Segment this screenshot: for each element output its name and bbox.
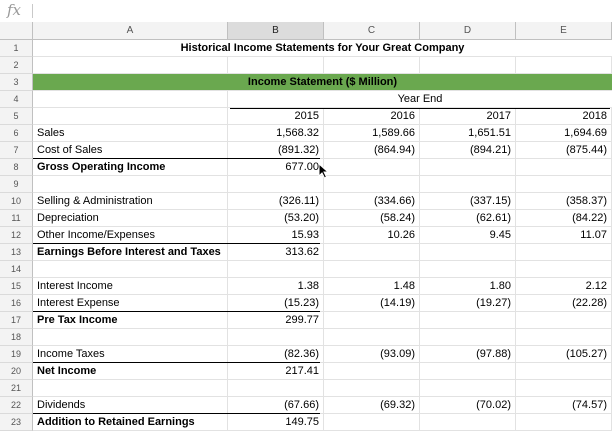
value-depreciation-2016[interactable]: (58.24): [324, 210, 420, 227]
year-2017[interactable]: 2017: [420, 108, 516, 125]
row-header-15[interactable]: 15: [0, 278, 33, 295]
value-earnings-before-interest-and-taxes-2016[interactable]: [324, 244, 420, 261]
label-interest-expense[interactable]: Interest Expense: [33, 295, 228, 312]
empty-cell-a18[interactable]: [33, 329, 228, 346]
empty-cell-c21[interactable]: [324, 380, 420, 397]
label-net-income[interactable]: Net Income: [33, 363, 228, 380]
empty-cell-a9[interactable]: [33, 176, 228, 193]
formula-bar: [0, 0, 600, 23]
value-dividends-2016[interactable]: (69.32): [324, 397, 420, 414]
row-header-2[interactable]: 2: [0, 57, 33, 74]
value-earnings-before-interest-and-taxes-2015[interactable]: 313.62: [228, 244, 324, 261]
value-interest-income-2018[interactable]: 2.12: [516, 278, 612, 295]
row-header-8[interactable]: 8: [0, 159, 33, 176]
empty-cell-a4[interactable]: [33, 91, 228, 108]
label-dividends[interactable]: Dividends: [33, 397, 228, 414]
value-sales-2017[interactable]: 1,651.51: [420, 125, 516, 142]
value-selling-administration-2017[interactable]: (337.15): [420, 193, 516, 210]
value-depreciation-2018[interactable]: (84.22): [516, 210, 612, 227]
value-dividends-2018[interactable]: (74.57): [516, 397, 612, 414]
value-income-taxes-2018[interactable]: (105.27): [516, 346, 612, 363]
value-other-income-expenses-2016[interactable]: 10.26: [324, 227, 420, 244]
value-pre-tax-income-2018[interactable]: [516, 312, 612, 329]
value-earnings-before-interest-and-taxes-2017[interactable]: [420, 244, 516, 261]
column-header-e[interactable]: E: [516, 22, 612, 40]
mouse-pointer-icon: [318, 163, 330, 179]
value-dividends-2017[interactable]: (70.02): [420, 397, 516, 414]
label-selling-administration[interactable]: Selling & Administration: [33, 193, 228, 210]
empty-cell-d14[interactable]: [420, 261, 516, 278]
empty-cell-a5[interactable]: [33, 108, 228, 125]
row-header-12[interactable]: 12: [0, 227, 33, 244]
value-earnings-before-interest-and-taxes-2018[interactable]: [516, 244, 612, 261]
formula-input[interactable]: [40, 2, 584, 21]
row-header-5[interactable]: 5: [0, 108, 33, 125]
value-cost-of-sales-2016[interactable]: (864.94): [324, 142, 420, 159]
row-header-21[interactable]: 21: [0, 380, 33, 397]
value-income-taxes-2015[interactable]: (82.36): [228, 346, 324, 363]
income-statement-header[interactable]: Income Statement ($ Million): [33, 74, 612, 91]
empty-cell-d9[interactable]: [420, 176, 516, 193]
label-earnings-before-interest-and-taxes[interactable]: Earnings Before Interest and Taxes: [33, 244, 228, 261]
value-selling-administration-2015[interactable]: (326.11): [228, 193, 324, 210]
label-income-taxes[interactable]: Income Taxes: [33, 346, 228, 363]
empty-cell-c2[interactable]: [324, 57, 420, 74]
row-header-6[interactable]: 6: [0, 125, 33, 142]
value-gross-operating-income-2017[interactable]: [420, 159, 516, 176]
empty-cell-d21[interactable]: [420, 380, 516, 397]
value-sales-2015[interactable]: 1,568.32: [228, 125, 324, 142]
label-addition-to-retained-earnings[interactable]: Addition to Retained Earnings: [33, 414, 228, 431]
value-gross-operating-income-2015[interactable]: 677.00: [228, 159, 324, 176]
row-header-1[interactable]: 1: [0, 40, 33, 57]
value-gross-operating-income-2018[interactable]: [516, 159, 612, 176]
value-sales-2016[interactable]: 1,589.66: [324, 125, 420, 142]
row-header-16[interactable]: 16: [0, 295, 33, 312]
empty-cell-d2[interactable]: [420, 57, 516, 74]
year-2016[interactable]: 2016: [324, 108, 420, 125]
value-pre-tax-income-2016[interactable]: [324, 312, 420, 329]
select-all-corner[interactable]: [0, 22, 33, 40]
value-gross-operating-income-2016[interactable]: [324, 159, 420, 176]
value-addition-to-retained-earnings-2018[interactable]: [516, 414, 612, 431]
row-header-18[interactable]: 18: [0, 329, 33, 346]
row-header-20[interactable]: 20: [0, 363, 33, 380]
label-sales[interactable]: Sales: [33, 125, 228, 142]
value-pre-tax-income-2015[interactable]: 299.77: [228, 312, 324, 329]
row-header-22[interactable]: 22: [0, 397, 33, 414]
row-header-14[interactable]: 14: [0, 261, 33, 278]
empty-cell-a14[interactable]: [33, 261, 228, 278]
column-header-d[interactable]: D: [420, 22, 516, 40]
value-interest-expense-2017[interactable]: (19.27): [420, 295, 516, 312]
value-interest-income-2016[interactable]: 1.48: [324, 278, 420, 295]
value-other-income-expenses-2017[interactable]: 9.45: [420, 227, 516, 244]
value-addition-to-retained-earnings-2015[interactable]: 149.75: [228, 414, 324, 431]
empty-cell-d18[interactable]: [420, 329, 516, 346]
sheet-title[interactable]: Historical Income Statements for Your Great Company: [33, 40, 612, 57]
value-net-income-2018[interactable]: [516, 363, 612, 380]
label-gross-operating-income[interactable]: Gross Operating Income: [33, 159, 228, 176]
column-header-c[interactable]: C: [324, 22, 420, 40]
row-header-17[interactable]: 17: [0, 312, 33, 329]
row-header-10[interactable]: 10: [0, 193, 33, 210]
row-header-11[interactable]: 11: [0, 210, 33, 227]
value-interest-income-2017[interactable]: 1.80: [420, 278, 516, 295]
value-addition-to-retained-earnings-2017[interactable]: [420, 414, 516, 431]
value-sales-2018[interactable]: 1,694.69: [516, 125, 612, 142]
value-interest-expense-2018[interactable]: (22.28): [516, 295, 612, 312]
value-net-income-2015[interactable]: 217.41: [228, 363, 324, 380]
value-interest-expense-2016[interactable]: (14.19): [324, 295, 420, 312]
value-other-income-expenses-2018[interactable]: 11.07: [516, 227, 612, 244]
function-icon: fx: [7, 1, 22, 19]
value-dividends-2015[interactable]: (67.66): [228, 397, 324, 414]
year-2015[interactable]: 2015: [228, 108, 324, 125]
value-cost-of-sales-2018[interactable]: (875.44): [516, 142, 612, 159]
year-end-underline: [230, 108, 610, 109]
label-cost-of-sales[interactable]: Cost of Sales: [33, 142, 228, 159]
row-header-3[interactable]: 3: [0, 74, 33, 91]
row-header-23[interactable]: 23: [0, 414, 33, 431]
empty-cell-a21[interactable]: [33, 380, 228, 397]
value-interest-expense-2015[interactable]: (15.23): [228, 295, 324, 312]
value-net-income-2017[interactable]: [420, 363, 516, 380]
row-header-13[interactable]: 13: [0, 244, 33, 261]
empty-cell-b18[interactable]: [228, 329, 324, 346]
label-pre-tax-income[interactable]: Pre Tax Income: [33, 312, 228, 329]
row-header-19[interactable]: 19: [0, 346, 33, 363]
empty-cell-c18[interactable]: [324, 329, 420, 346]
row-header-4[interactable]: 4: [0, 91, 33, 108]
label-other-income-expenses[interactable]: Other Income/Expenses: [33, 227, 228, 244]
value-cost-of-sales-2015[interactable]: (891.32): [228, 142, 324, 159]
empty-cell-c14[interactable]: [324, 261, 420, 278]
value-income-taxes-2016[interactable]: (93.09): [324, 346, 420, 363]
value-interest-income-2015[interactable]: 1.38: [228, 278, 324, 295]
value-depreciation-2017[interactable]: (62.61): [420, 210, 516, 227]
column-header-a[interactable]: A: [33, 22, 228, 40]
value-other-income-expenses-2015[interactable]: 15.93: [228, 227, 324, 244]
empty-cell-b14[interactable]: [228, 261, 324, 278]
value-pre-tax-income-2017[interactable]: [420, 312, 516, 329]
year-end-label[interactable]: Year End: [228, 91, 612, 108]
column-header-b[interactable]: B: [228, 22, 324, 40]
value-depreciation-2015[interactable]: (53.20): [228, 210, 324, 227]
empty-cell-e9[interactable]: [516, 176, 612, 193]
formula-bar-divider: [32, 4, 33, 18]
empty-cell-b2[interactable]: [228, 57, 324, 74]
empty-cell-c9[interactable]: [324, 176, 420, 193]
year-2018[interactable]: 2018: [516, 108, 612, 125]
empty-cell-e14[interactable]: [516, 261, 612, 278]
value-selling-administration-2016[interactable]: (334.66): [324, 193, 420, 210]
empty-cell-b9[interactable]: [228, 176, 324, 193]
empty-cell-e21[interactable]: [516, 380, 612, 397]
row-header-7[interactable]: 7: [0, 142, 33, 159]
empty-cell-e18[interactable]: [516, 329, 612, 346]
label-interest-income[interactable]: Interest Income: [33, 278, 228, 295]
label-depreciation[interactable]: Depreciation: [33, 210, 228, 227]
row-header-9[interactable]: 9: [0, 176, 33, 193]
value-selling-administration-2018[interactable]: (358.37): [516, 193, 612, 210]
value-net-income-2016[interactable]: [324, 363, 420, 380]
empty-cell-b21[interactable]: [228, 380, 324, 397]
value-income-taxes-2017[interactable]: (97.88): [420, 346, 516, 363]
empty-cell-a2[interactable]: [33, 57, 228, 74]
empty-cell-e2[interactable]: [516, 57, 612, 74]
value-cost-of-sales-2017[interactable]: (894.21): [420, 142, 516, 159]
value-addition-to-retained-earnings-2016[interactable]: [324, 414, 420, 431]
